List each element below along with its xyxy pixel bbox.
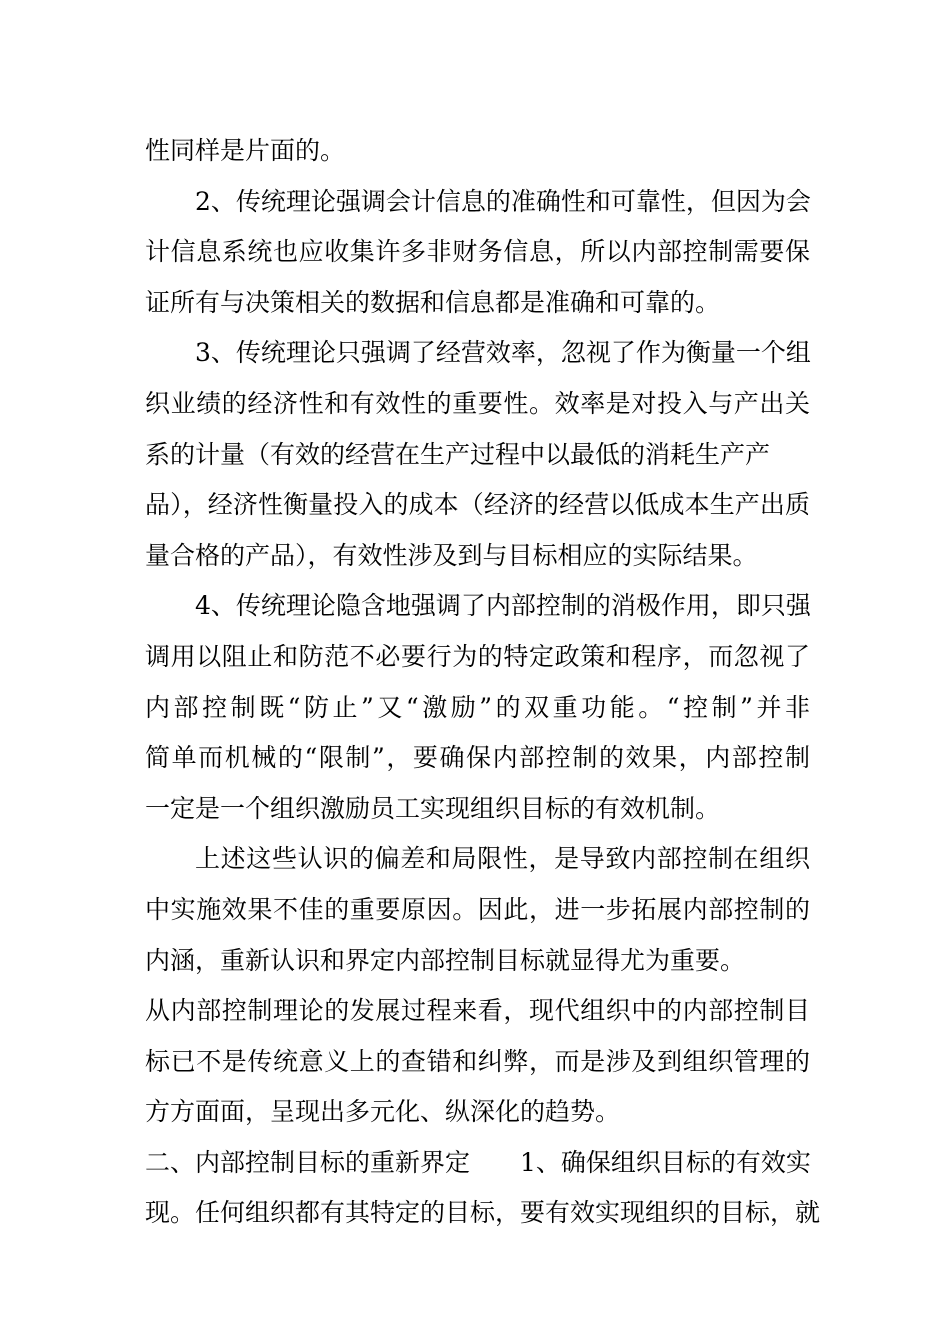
text-line: 标已不是传统意义上的查错和纠弊，而是涉及到组织管理的 bbox=[145, 1046, 810, 1076]
text-line: 上述这些认识的偏差和局限性，是导致内部控制在组织 bbox=[195, 844, 810, 874]
text-line: 性同样是片面的。 bbox=[145, 136, 346, 165]
text-line: 3、传统理论只强调了经营效率，忽视了作为衡量一个组 bbox=[195, 338, 811, 368]
text-line: 证所有与决策相关的数据和信息都是准确和可靠的。 bbox=[145, 287, 721, 317]
text-line: 内部控制既“防止”又“激励”的双重功能。“控制”并非 bbox=[145, 692, 810, 722]
text-line: 现。任何组织都有其特定的目标，要有效实现组织的目标，就 bbox=[145, 1198, 821, 1228]
text-line: 4、传统理论隐含地强调了内部控制的消极作用，即只强 bbox=[195, 591, 811, 621]
text-line: 品），经济性衡量投入的成本（经济的经营以低成本生产出质 bbox=[145, 490, 810, 520]
text-line: 织业绩的经济性和有效性的重要性。效率是对投入与产出关 bbox=[145, 388, 810, 418]
text-line: 计信息系统也应收集许多非财务信息，所以内部控制需要保 bbox=[145, 237, 810, 267]
text-line: 系的计量（有效的经营在生产过程中以最低的消耗生产产 bbox=[145, 439, 771, 469]
text-line: 量合格的产品），有效性涉及到与目标相应的实际结果。 bbox=[145, 540, 758, 570]
text-line: 中实施效果不佳的重要原因。因此，进一步拓展内部控制的 bbox=[145, 894, 810, 924]
text-line: 方方面面，呈现出多元化、纵深化的趋势。 bbox=[145, 1097, 621, 1127]
text-line: 2、传统理论强调会计信息的准确性和可靠性，但因为会 bbox=[195, 186, 811, 216]
document-body bbox=[145, 126, 821, 1239]
text-line: 二、内部控制目标的重新界定 1、确保组织目标的有效实 bbox=[145, 1147, 811, 1177]
text-line: 一定是一个组织激励员工实现组织目标的有效机制。 bbox=[145, 793, 721, 823]
text-line: 简单而机械的“限制”，要确保内部控制的效果，内部控制 bbox=[145, 743, 810, 773]
text-line: 调用以阻止和防范不必要行为的特定政策和程序，而忽视了 bbox=[145, 641, 810, 671]
text-line: 从内部控制理论的发展过程来看，现代组织中的内部控制目 bbox=[145, 996, 810, 1026]
text-line: 内涵，重新认识和界定内部控制目标就显得尤为重要。 bbox=[145, 945, 746, 975]
